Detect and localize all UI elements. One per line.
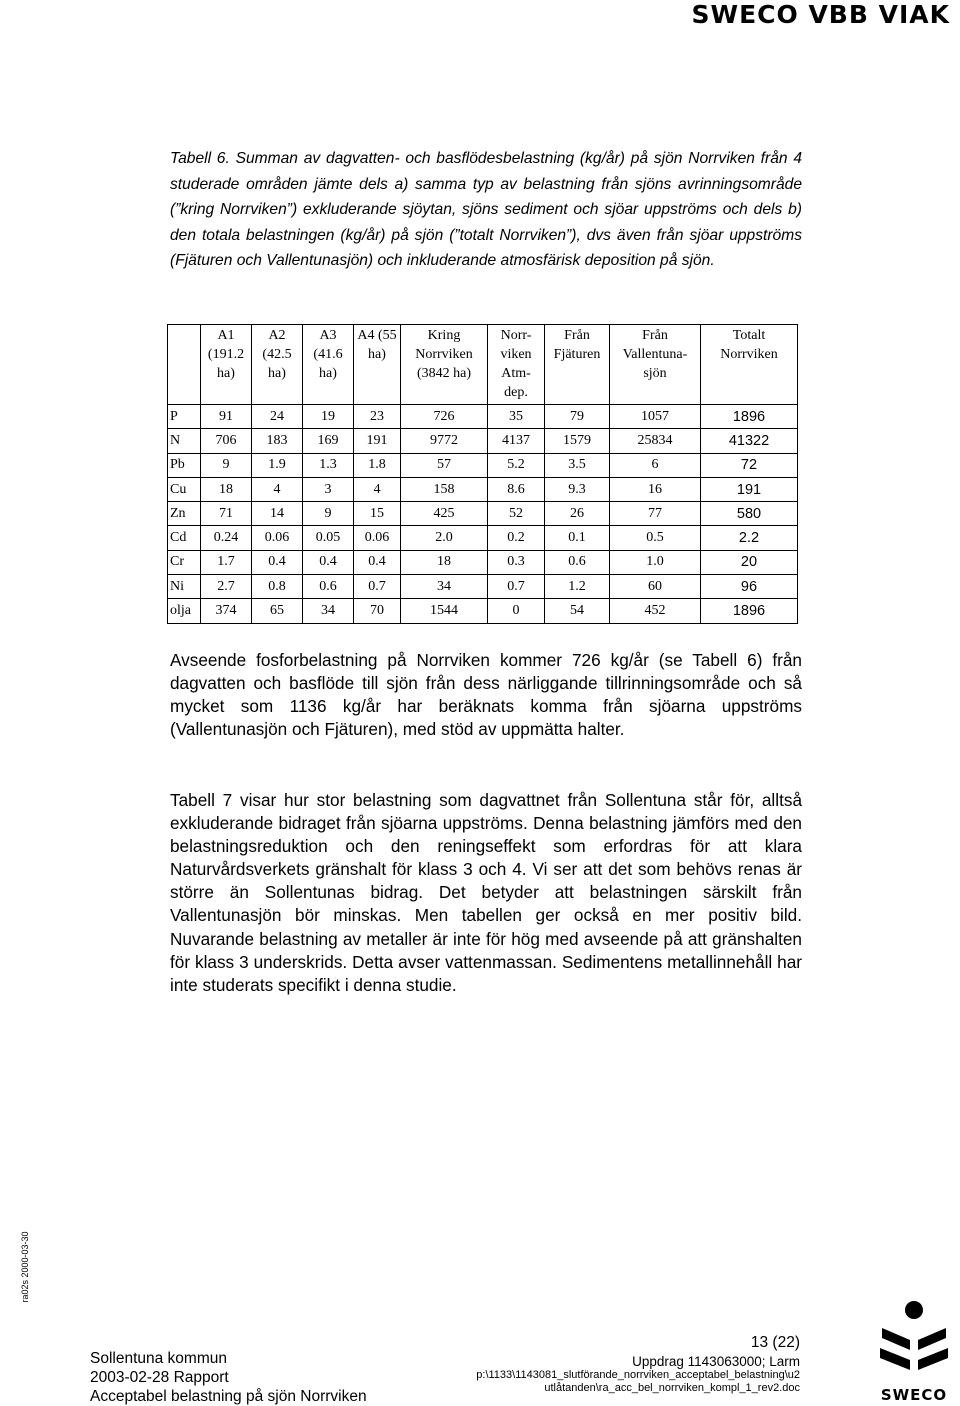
table-cell: 0.4 <box>354 550 401 574</box>
table-cell: 0.8 <box>252 575 303 599</box>
brand-header: SWECO VBB VIAK <box>691 0 950 29</box>
table-cell: 20 <box>701 550 798 574</box>
header-cell: Från Vallentuna-sjön <box>610 325 701 405</box>
header-cell: A3 (41.6 ha) <box>303 325 354 405</box>
table-cell: 60 <box>610 575 701 599</box>
table-cell: 2.2 <box>701 526 798 550</box>
footer-path: utlåtanden\ra_acc_bel_norrviken_kompl_1_rev2.doc <box>544 1382 800 1394</box>
table-cell: 8.6 <box>488 477 545 501</box>
table-row <box>168 405 798 429</box>
table-cell: 0.4 <box>303 550 354 574</box>
paragraph-table7: Tabell 7 visar hur stor belastning som dagvattnet från Sollentuna står för, alltså exkluderande bidraget från sjöarna uppströms. Denna belastning jämförs med den belastningsreduktion och den reningseffekt som erfordras för att klara Naturvårdsverkets gränshalt för klass 3 och 4. Vi ser att det som behövs renas är större än Sollentunas bidrag. Det betyder att belastningen särskilt från Vallentunasjön bör minskas. Men tabellen ger också en mer positiv bild. Nuvarande belastning av metaller är inte för hög med avseende på att gränshalten för klass 3 underskrids. Detta avser vattenmassan. Sedimentens metallinnehåll har inte studerats specifikt i denna studie. <box>170 790 802 995</box>
table-cell: 71 <box>201 502 252 526</box>
table-cell: 26 <box>545 502 610 526</box>
table-cell: 0.7 <box>354 575 401 599</box>
table-cell: 1.8 <box>354 453 401 477</box>
table-cell: 0.24 <box>201 526 252 550</box>
table-cell: 191 <box>354 429 401 453</box>
paragraph-phosphorus: Avseende fosforbelastning på Norrviken kommer 726 kg/år (se Tabell 6) från dagvatten och basflöde till sjön från dess närliggande tillrinningsområde och så mycket som 1136 kg/år har beräknats komma från sjöarna uppströms (Vallentunasjön och Fjäturen), med stöd av uppmätta halter. <box>170 650 802 740</box>
table-cell: 6 <box>610 453 701 477</box>
table-cell: 19 <box>303 405 354 429</box>
row-label-cell: Pb <box>168 453 201 477</box>
table-cell: 0.05 <box>303 526 354 550</box>
table-cell: 14 <box>252 502 303 526</box>
row-label-cell: olja <box>168 599 201 623</box>
table-cell: 374 <box>201 599 252 623</box>
table-cell: 57 <box>401 453 488 477</box>
header-cell: A2 (42.5 ha) <box>252 325 303 405</box>
table-cell: 34 <box>303 599 354 623</box>
table-cell: 3.5 <box>545 453 610 477</box>
table-cell: 2.0 <box>401 526 488 550</box>
table-cell: 1579 <box>545 429 610 453</box>
table-row <box>168 477 798 501</box>
table-cell: 726 <box>401 405 488 429</box>
table-cell: 25834 <box>610 429 701 453</box>
row-label-cell: Cd <box>168 526 201 550</box>
row-label-cell: Cu <box>168 477 201 501</box>
table-cell: 2.7 <box>201 575 252 599</box>
table-row <box>168 429 798 453</box>
table-cell: 15 <box>354 502 401 526</box>
table-caption: Tabell 6. Summan av dagvatten- och basflödesbelastning (kg/år) på sjön Norrviken från 4 studerade områden jämte dels a) samma typ av belastning från sjöns avrinningsområde (”kring Norrviken”) exkluderande sjöytan, sjöns sediment och sjöar uppströms och dels b) den totala belastningen (kg/år) på sjön (”totalt Norrviken”), dvs även från sjöar uppströms (Fjäturen och Vallentunasjön) och inkluderande atmosfärisk deposition på sjön. <box>170 150 802 270</box>
table-cell: 1.7 <box>201 550 252 574</box>
table-cell: 0.4 <box>252 550 303 574</box>
table-cell: 0.5 <box>610 526 701 550</box>
header-cell: A4 (55 ha) <box>354 325 401 405</box>
table-cell: 452 <box>610 599 701 623</box>
footer-title: Acceptabel belastning på sjön Norrviken <box>90 1388 367 1405</box>
table-cell: 0.06 <box>354 526 401 550</box>
table-cell: 0.6 <box>303 575 354 599</box>
table-row <box>168 502 798 526</box>
table-cell: 9 <box>201 453 252 477</box>
table-cell: 9772 <box>401 429 488 453</box>
table-cell: 77 <box>610 502 701 526</box>
table-cell: 54 <box>545 599 610 623</box>
table-cell: 5.2 <box>488 453 545 477</box>
table-row <box>168 575 798 599</box>
table-cell: 41322 <box>701 429 798 453</box>
header-cell: Totalt Norrviken <box>701 325 798 405</box>
table-cell: 0.6 <box>545 550 610 574</box>
table-cell: 65 <box>252 599 303 623</box>
page-number: 13 (22) <box>750 1334 800 1351</box>
table-cell: 706 <box>201 429 252 453</box>
table-cell: 1.9 <box>252 453 303 477</box>
table-cell: 0.1 <box>545 526 610 550</box>
footer-left <box>90 1349 367 1406</box>
table-cell: 96 <box>701 575 798 599</box>
table-cell: 24 <box>252 405 303 429</box>
footer-path: p:\1133\1143081_slutförande_norrviken_acceptabel_belastning\u2 <box>476 1368 800 1381</box>
sweco-logo <box>872 1300 956 1404</box>
table-cell: 0.7 <box>488 575 545 599</box>
table-row <box>168 550 798 574</box>
table-cell: 4137 <box>488 429 545 453</box>
table-header-row <box>168 325 798 405</box>
table-cell: 183 <box>252 429 303 453</box>
table-cell: 1057 <box>610 405 701 429</box>
load-table <box>167 324 798 624</box>
table-cell: 1.2 <box>545 575 610 599</box>
table-row <box>168 599 798 623</box>
table-cell: 34 <box>401 575 488 599</box>
table-cell: 0.3 <box>488 550 545 574</box>
table-cell: 72 <box>701 453 798 477</box>
footer-date: 2003-02-28 Rapport <box>90 1369 229 1386</box>
side-stamp: ra02s 2000-03-30 <box>20 1231 30 1303</box>
row-label-cell: Zn <box>168 502 201 526</box>
footer-client: Sollentuna kommun <box>90 1350 227 1367</box>
table-cell: 1.3 <box>303 453 354 477</box>
header-cell: Kring Norrviken (3842 ha) <box>401 325 488 405</box>
table-cell: 4 <box>354 477 401 501</box>
table-cell: 169 <box>303 429 354 453</box>
table-cell: 18 <box>401 550 488 574</box>
footer-assignment: Uppdrag 1143063000; Larm <box>632 1354 800 1369</box>
header-cell: Norr-viken Atm-dep. <box>488 325 545 405</box>
table-cell: 9 <box>303 502 354 526</box>
logo-text: SWECO <box>880 1386 948 1404</box>
table-cell: 18 <box>201 477 252 501</box>
row-label-cell: N <box>168 429 201 453</box>
row-label-cell: Ni <box>168 575 201 599</box>
table-cell: 3 <box>303 477 354 501</box>
table-cell: 23 <box>354 405 401 429</box>
table-cell: 580 <box>701 502 798 526</box>
table-cell: 1544 <box>401 599 488 623</box>
table-cell: 4 <box>252 477 303 501</box>
table-row <box>168 526 798 550</box>
table-cell: 1896 <box>701 599 798 623</box>
row-label-cell: Cr <box>168 550 201 574</box>
table-cell: 191 <box>701 477 798 501</box>
table-cell: 79 <box>545 405 610 429</box>
footer-reference <box>476 1355 800 1396</box>
table-cell: 1896 <box>701 405 798 429</box>
table-cell: 70 <box>354 599 401 623</box>
header-cell <box>168 325 201 405</box>
table-cell: 425 <box>401 502 488 526</box>
table-cell: 0.06 <box>252 526 303 550</box>
table-cell: 1.0 <box>610 550 701 574</box>
table-cell: 9.3 <box>545 477 610 501</box>
header-cell: Från Fjäturen <box>545 325 610 405</box>
table-cell: 0 <box>488 599 545 623</box>
table-cell: 91 <box>201 405 252 429</box>
table-cell: 158 <box>401 477 488 501</box>
header-cell: A1 (191.2 ha) <box>201 325 252 405</box>
sweco-logo-icon <box>872 1300 956 1380</box>
table-cell: 52 <box>488 502 545 526</box>
table-cell: 16 <box>610 477 701 501</box>
table-cell: 35 <box>488 405 545 429</box>
table-cell: 0.2 <box>488 526 545 550</box>
row-label-cell: P <box>168 405 201 429</box>
table-row <box>168 453 798 477</box>
